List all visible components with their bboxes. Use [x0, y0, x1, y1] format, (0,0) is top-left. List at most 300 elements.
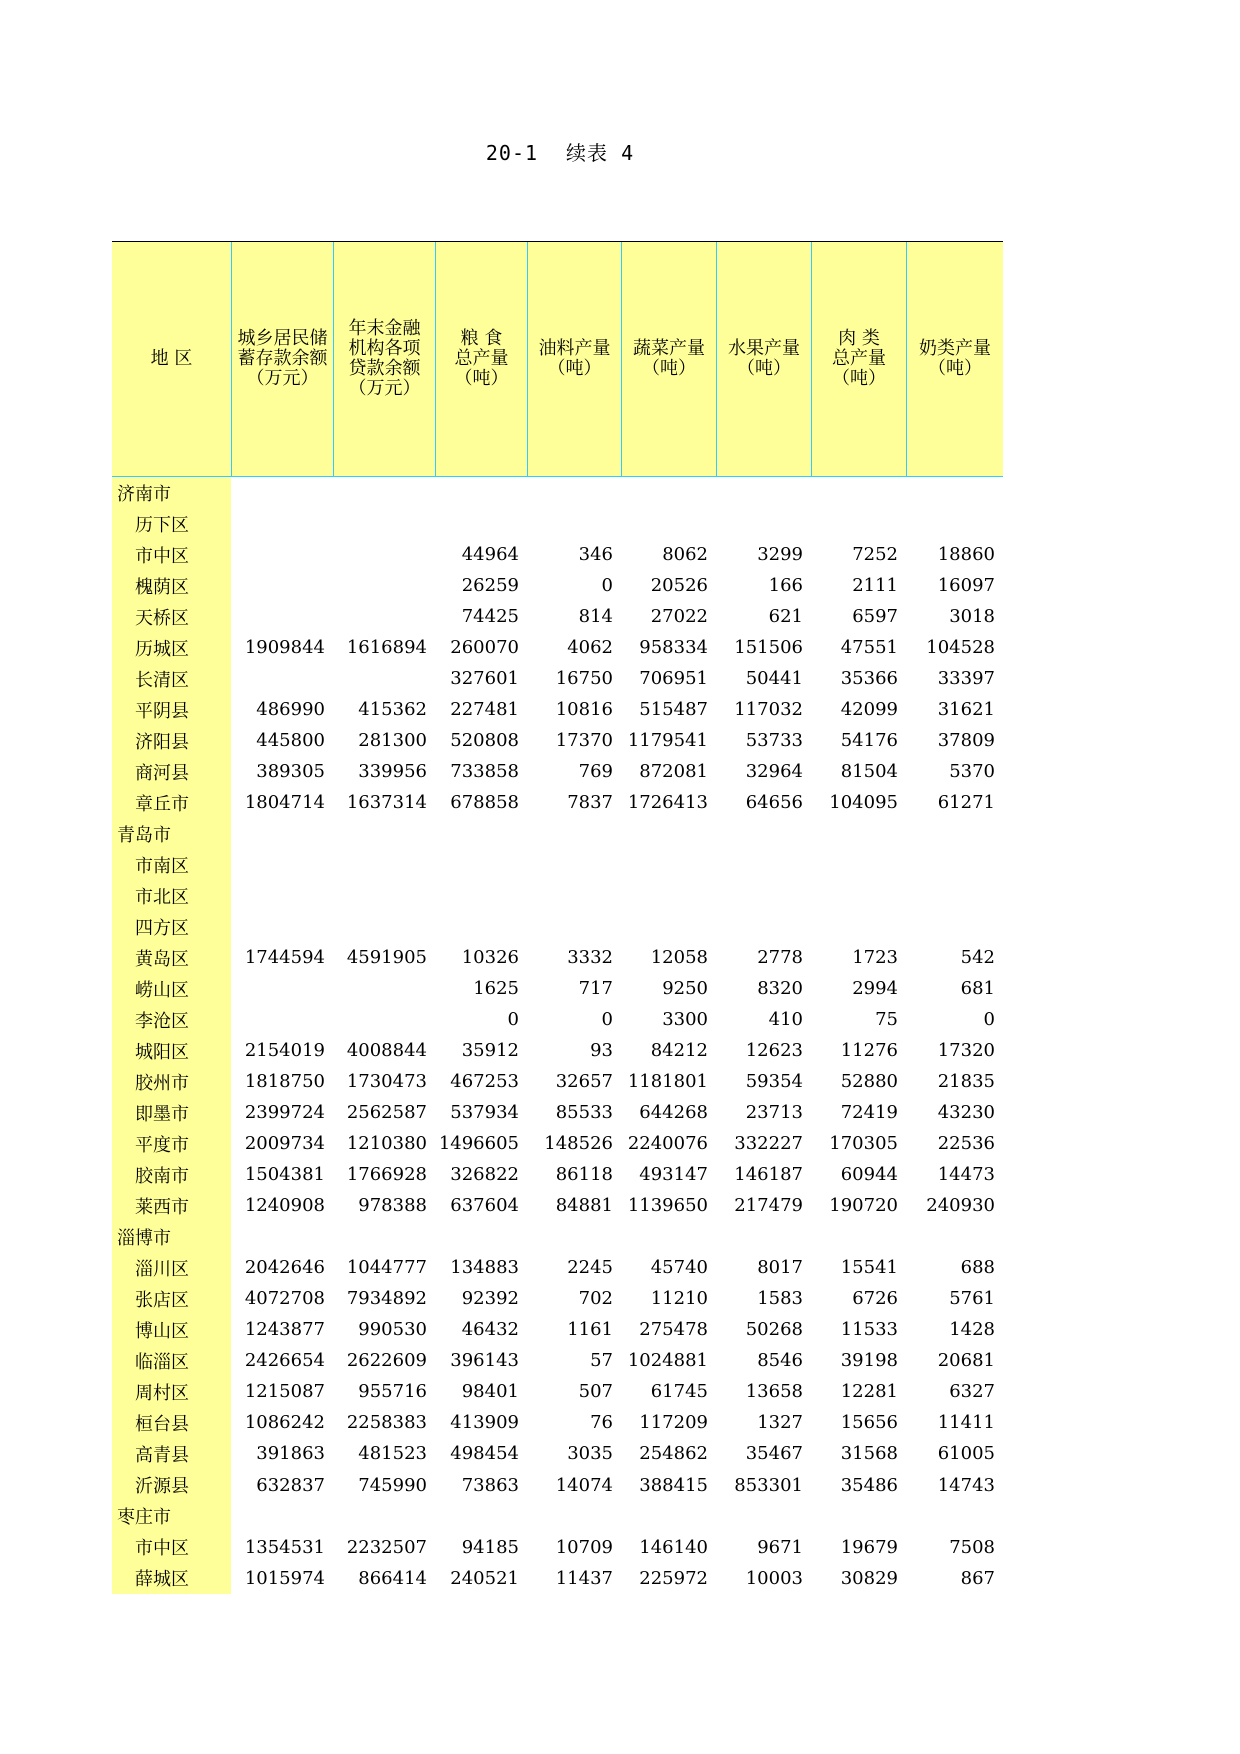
region-name: 青岛市	[117, 824, 171, 846]
grain-value: 637604	[450, 1195, 519, 1217]
grain-value: 35912	[461, 1040, 519, 1062]
table-code: 20-1	[485, 141, 539, 165]
fruit-value: 332227	[734, 1133, 803, 1155]
fruit-value	[716, 1501, 811, 1532]
savings-value: 2042646	[244, 1257, 325, 1279]
meat-value: 11276	[840, 1040, 898, 1062]
vegetable-value: 3300	[662, 1009, 708, 1031]
loans-value	[333, 601, 435, 632]
savings-value	[231, 818, 333, 849]
fruit-value: 217479	[734, 1195, 803, 1217]
oil-value: 11437	[555, 1567, 613, 1589]
region-name: 平度市	[135, 1134, 189, 1156]
region-name: 沂源县	[135, 1476, 189, 1497]
table-row	[112, 1128, 1003, 1159]
grain-value: 467253	[450, 1071, 519, 1093]
savings-value: 486990	[256, 699, 325, 721]
meat-value: 19679	[840, 1536, 898, 1558]
city-row	[112, 477, 1003, 508]
region-name: 李沧区	[135, 1010, 189, 1032]
meat-value: 47551	[840, 637, 898, 659]
savings-value	[231, 539, 333, 570]
fruit-value: 621	[768, 606, 803, 628]
meat-value: 30829	[840, 1567, 898, 1589]
fruit-value: 8546	[757, 1350, 803, 1372]
savings-value	[231, 663, 333, 694]
vegetable-value: 9250	[662, 978, 708, 1000]
grain-value: 1496605	[438, 1133, 519, 1155]
vegetable-value: 2240076	[627, 1133, 708, 1155]
vegetable-value: 1024881	[627, 1350, 708, 1372]
vegetable-value: 1181801	[627, 1071, 708, 1093]
meat-value: 60944	[840, 1164, 898, 1186]
grain-value: 46432	[461, 1319, 519, 1341]
region-name: 济南市	[117, 483, 171, 505]
milk-value	[906, 880, 1003, 911]
oil-value: 10709	[555, 1536, 613, 1558]
statistics-table	[112, 241, 1003, 1594]
vegetable-value: 117209	[639, 1412, 708, 1434]
meat-value: 6597	[852, 606, 898, 628]
region-name: 历城区	[135, 638, 189, 660]
table-row	[112, 911, 1003, 942]
region-name: 张店区	[135, 1289, 189, 1311]
region-name: 历下区	[135, 514, 189, 536]
region-name: 市中区	[135, 545, 189, 567]
vegetable-value	[621, 1501, 716, 1532]
savings-value: 2399724	[244, 1102, 325, 1124]
table-row	[112, 1190, 1003, 1221]
oil-value: 84881	[555, 1195, 613, 1217]
milk-value: 681	[960, 978, 995, 1000]
savings-value	[231, 911, 333, 942]
fruit-value: 64656	[745, 792, 803, 814]
fruit-value: 2778	[757, 947, 803, 969]
region-name: 博山区	[135, 1320, 189, 1342]
table-row	[112, 973, 1003, 1004]
savings-value: 1015974	[244, 1567, 325, 1589]
header-oil: 油料产量 （吨）	[527, 242, 621, 476]
savings-value	[231, 973, 333, 1004]
grain-value: 260070	[450, 637, 519, 659]
milk-value: 5761	[949, 1288, 995, 1310]
savings-value	[231, 849, 333, 880]
table-row	[112, 508, 1003, 539]
region-name: 章丘市	[135, 793, 189, 815]
table-header	[112, 241, 1003, 477]
meat-value: 39198	[840, 1350, 898, 1372]
oil-value: 814	[578, 606, 613, 628]
loans-value: 1766928	[346, 1164, 427, 1186]
grain-value: 98401	[461, 1381, 519, 1403]
meat-value: 15656	[840, 1412, 898, 1434]
grain-value: 74425	[461, 606, 519, 628]
region-name: 市中区	[135, 1538, 189, 1560]
oil-value: 32657	[555, 1071, 613, 1093]
fruit-value: 166	[768, 575, 803, 597]
region-name: 天桥区	[135, 607, 189, 629]
header-grain: 粮 食 总产量 （吨）	[435, 242, 527, 476]
savings-value	[231, 508, 333, 539]
fruit-value: 13658	[745, 1381, 803, 1403]
loans-value: 2232507	[346, 1536, 427, 1558]
vegetable-value	[621, 880, 716, 911]
grain-value: 134883	[450, 1257, 519, 1279]
loans-value	[333, 570, 435, 601]
milk-value	[906, 508, 1003, 539]
oil-value: 0	[601, 1009, 613, 1031]
fruit-value: 8017	[757, 1257, 803, 1279]
header-meat: 肉 类 总产量 （吨）	[811, 242, 906, 476]
table-row	[112, 942, 1003, 973]
oil-value: 2245	[567, 1257, 613, 1279]
oil-value: 769	[578, 761, 613, 783]
savings-value: 4072708	[244, 1288, 325, 1310]
meat-value: 12281	[840, 1381, 898, 1403]
fruit-value: 59354	[745, 1071, 803, 1093]
vegetable-value: 84212	[650, 1040, 708, 1062]
savings-value: 2154019	[244, 1040, 325, 1062]
milk-value: 33397	[937, 668, 995, 690]
loans-value: 1210380	[346, 1133, 427, 1155]
grain-value: 92392	[461, 1288, 519, 1310]
milk-value: 542	[960, 947, 995, 969]
oil-value	[527, 911, 621, 942]
meat-value: 7252	[852, 544, 898, 566]
region-name: 长清区	[135, 669, 189, 691]
meat-value	[811, 1501, 906, 1532]
oil-value: 93	[590, 1040, 613, 1062]
loans-value: 7934892	[346, 1288, 427, 1310]
meat-value: 11533	[840, 1319, 898, 1341]
table-row	[112, 1283, 1003, 1314]
grain-value	[435, 508, 527, 539]
milk-value: 1428	[949, 1319, 995, 1341]
loans-value: 745990	[358, 1474, 427, 1496]
table-row	[112, 1004, 1003, 1035]
meat-value: 2111	[852, 575, 898, 597]
fruit-value: 53733	[745, 730, 803, 752]
region-name: 济阳县	[135, 731, 189, 753]
vegetable-value: 146140	[639, 1536, 708, 1558]
oil-value: 3332	[567, 947, 613, 969]
fruit-value: 151506	[734, 637, 803, 659]
oil-value: 17370	[555, 730, 613, 752]
meat-value	[811, 849, 906, 880]
region-name: 胶南市	[135, 1165, 189, 1187]
loans-value: 4591905	[346, 947, 427, 969]
region-name: 槐荫区	[135, 576, 189, 598]
region-name: 市南区	[135, 855, 189, 877]
fruit-value	[716, 880, 811, 911]
loans-value: 1044777	[346, 1257, 427, 1279]
fruit-value	[716, 911, 811, 942]
grain-value: 326822	[450, 1164, 519, 1186]
table-row	[112, 1563, 1003, 1594]
table-row	[112, 539, 1003, 570]
fruit-value: 117032	[734, 699, 803, 721]
milk-value	[906, 849, 1003, 880]
meat-value: 1723	[852, 947, 898, 969]
vegetable-value	[621, 508, 716, 539]
vegetable-value: 706951	[639, 668, 708, 690]
grain-value: 678858	[450, 792, 519, 814]
milk-value: 61271	[937, 792, 995, 814]
grain-value: 537934	[450, 1102, 519, 1124]
region-name: 市北区	[135, 886, 189, 908]
oil-value: 16750	[555, 668, 613, 690]
savings-value: 1215087	[244, 1381, 325, 1403]
region-name: 薛城区	[135, 1569, 189, 1591]
vegetable-value: 20526	[650, 575, 708, 597]
savings-value	[231, 570, 333, 601]
region-name: 高青县	[135, 1444, 189, 1466]
milk-value: 16097	[937, 575, 995, 597]
loans-value: 415362	[358, 699, 427, 721]
oil-value: 85533	[555, 1102, 613, 1124]
meat-value: 35366	[840, 668, 898, 690]
loans-value	[333, 973, 435, 1004]
table-row	[112, 1376, 1003, 1407]
table-row	[112, 632, 1003, 663]
loans-value: 2258383	[346, 1412, 427, 1434]
milk-value: 0	[983, 1009, 995, 1031]
loans-value	[333, 911, 435, 942]
loans-value	[333, 1501, 435, 1532]
grain-value: 0	[507, 1009, 519, 1031]
header-savings: 城乡居民储 蓄存款余额 （万元）	[231, 242, 333, 476]
table-row	[112, 1159, 1003, 1190]
savings-value	[231, 880, 333, 911]
oil-value: 7837	[567, 792, 613, 814]
savings-value: 1818750	[244, 1071, 325, 1093]
fruit-value	[716, 1221, 811, 1252]
oil-value	[527, 1501, 621, 1532]
region-name: 淄川区	[135, 1258, 189, 1280]
oil-value	[527, 880, 621, 911]
meat-value: 35486	[840, 1474, 898, 1496]
grain-value	[435, 818, 527, 849]
table-body	[112, 477, 1003, 1594]
meat-value: 2994	[852, 978, 898, 1000]
oil-value: 346	[578, 544, 613, 566]
loans-value: 978388	[358, 1195, 427, 1217]
meat-value	[811, 477, 906, 508]
meat-value: 52880	[840, 1071, 898, 1093]
header-fruit: 水果产量 （吨）	[716, 242, 811, 476]
table-row	[112, 601, 1003, 632]
vegetable-value: 11210	[650, 1288, 708, 1310]
oil-value	[527, 818, 621, 849]
savings-value: 1744594	[244, 947, 325, 969]
grain-value: 26259	[461, 575, 519, 597]
savings-value: 445800	[256, 730, 325, 752]
milk-value: 20681	[937, 1350, 995, 1372]
city-row	[112, 1221, 1003, 1252]
meat-value: 54176	[840, 730, 898, 752]
milk-value: 18860	[937, 544, 995, 566]
vegetable-value: 1726413	[627, 792, 708, 814]
vegetable-value: 8062	[662, 544, 708, 566]
meat-value: 75	[875, 1009, 898, 1031]
milk-value: 11411	[937, 1412, 995, 1434]
fruit-value: 410	[768, 1009, 803, 1031]
milk-value: 104528	[926, 637, 995, 659]
milk-value	[906, 1221, 1003, 1252]
grain-value	[435, 1221, 527, 1252]
meat-value: 31568	[840, 1443, 898, 1465]
table-row	[112, 1314, 1003, 1345]
table-row	[112, 787, 1003, 818]
fruit-value: 146187	[734, 1164, 803, 1186]
vegetable-value: 1179541	[627, 730, 708, 752]
fruit-value	[716, 477, 811, 508]
savings-value: 1504381	[244, 1164, 325, 1186]
savings-value	[231, 1501, 333, 1532]
loans-value	[333, 508, 435, 539]
grain-value: 227481	[450, 699, 519, 721]
loans-value	[333, 880, 435, 911]
fruit-value: 853301	[734, 1474, 803, 1496]
loans-value	[333, 663, 435, 694]
milk-value: 22536	[937, 1133, 995, 1155]
meat-value	[811, 911, 906, 942]
grain-value: 10326	[461, 947, 519, 969]
loans-value	[333, 1004, 435, 1035]
vegetable-value: 1139650	[627, 1195, 708, 1217]
milk-value: 21835	[937, 1071, 995, 1093]
table-row	[112, 756, 1003, 787]
loans-value: 866414	[358, 1567, 427, 1589]
grain-value	[435, 477, 527, 508]
loans-value: 2562587	[346, 1102, 427, 1124]
grain-value	[435, 911, 527, 942]
table-row	[112, 1532, 1003, 1563]
region-name: 平阴县	[135, 700, 189, 722]
loans-value	[333, 477, 435, 508]
region-name: 莱西市	[135, 1196, 189, 1218]
milk-value	[906, 818, 1003, 849]
savings-value	[231, 1004, 333, 1035]
region-name: 崂山区	[135, 979, 189, 1001]
loans-value	[333, 539, 435, 570]
region-name: 淄博市	[117, 1227, 171, 1249]
oil-value: 10816	[555, 699, 613, 721]
region-name: 周村区	[135, 1382, 189, 1404]
grain-value: 327601	[450, 668, 519, 690]
region-name: 胶州市	[135, 1072, 189, 1094]
grain-value: 498454	[450, 1443, 519, 1465]
meat-value	[811, 508, 906, 539]
meat-value: 72419	[840, 1102, 898, 1124]
fruit-value: 1327	[757, 1412, 803, 1434]
fruit-value: 12623	[745, 1040, 803, 1062]
loans-value: 1730473	[346, 1071, 427, 1093]
vegetable-value: 225972	[639, 1567, 708, 1589]
milk-value: 240930	[926, 1195, 995, 1217]
oil-value: 0	[601, 575, 613, 597]
milk-value: 43230	[937, 1102, 995, 1124]
table-row	[112, 663, 1003, 694]
grain-value: 73863	[461, 1474, 519, 1496]
oil-value: 507	[578, 1381, 613, 1403]
region-name: 枣庄市	[117, 1507, 171, 1529]
grain-value	[435, 849, 527, 880]
milk-value: 867	[960, 1567, 995, 1589]
table-row	[112, 725, 1003, 756]
loans-value: 481523	[358, 1443, 427, 1465]
loans-value: 990530	[358, 1319, 427, 1341]
oil-value: 702	[578, 1288, 613, 1310]
vegetable-value	[621, 477, 716, 508]
oil-value	[527, 477, 621, 508]
savings-value	[231, 477, 333, 508]
table-row	[112, 570, 1003, 601]
oil-value: 1161	[567, 1319, 613, 1341]
meat-value: 81504	[840, 761, 898, 783]
milk-value	[906, 477, 1003, 508]
region-name: 城阳区	[135, 1041, 189, 1063]
table-row	[112, 1438, 1003, 1469]
loans-value: 281300	[358, 730, 427, 752]
meat-value	[811, 880, 906, 911]
fruit-value: 35467	[745, 1443, 803, 1465]
oil-value: 76	[590, 1412, 613, 1434]
oil-value	[527, 508, 621, 539]
header-milk: 奶类产量 （吨）	[906, 242, 1003, 476]
meat-value: 170305	[829, 1133, 898, 1155]
vegetable-value	[621, 1221, 716, 1252]
loans-value: 1616894	[346, 637, 427, 659]
meat-value: 104095	[829, 792, 898, 814]
loans-value	[333, 1221, 435, 1252]
milk-value: 17320	[937, 1040, 995, 1062]
table-row	[112, 1470, 1003, 1501]
vegetable-value	[621, 818, 716, 849]
vegetable-value: 958334	[639, 637, 708, 659]
milk-value: 61005	[937, 1443, 995, 1465]
savings-value: 2009734	[244, 1133, 325, 1155]
meat-value: 6726	[852, 1288, 898, 1310]
meat-value: 15541	[840, 1257, 898, 1279]
fruit-value: 50441	[745, 668, 803, 690]
savings-value: 389305	[256, 761, 325, 783]
oil-value	[527, 849, 621, 880]
page-title	[0, 137, 1120, 166]
fruit-value	[716, 818, 811, 849]
vegetable-value: 27022	[650, 606, 708, 628]
vegetable-value	[621, 911, 716, 942]
savings-value: 1909844	[244, 637, 325, 659]
oil-value	[527, 1221, 621, 1252]
grain-value: 1625	[473, 978, 519, 1000]
savings-value: 2426654	[244, 1350, 325, 1372]
milk-value	[906, 911, 1003, 942]
table-row	[112, 1097, 1003, 1128]
fruit-value: 50268	[745, 1319, 803, 1341]
grain-value: 413909	[450, 1412, 519, 1434]
table-row	[112, 1035, 1003, 1066]
oil-value: 57	[590, 1350, 613, 1372]
loans-value: 1637314	[346, 792, 427, 814]
loans-value: 2622609	[346, 1350, 427, 1372]
fruit-value: 10003	[745, 1567, 803, 1589]
loans-value: 955716	[358, 1381, 427, 1403]
meat-value: 190720	[829, 1195, 898, 1217]
vegetable-value: 45740	[650, 1257, 708, 1279]
milk-value: 14743	[937, 1474, 995, 1496]
milk-value: 688	[960, 1257, 995, 1279]
